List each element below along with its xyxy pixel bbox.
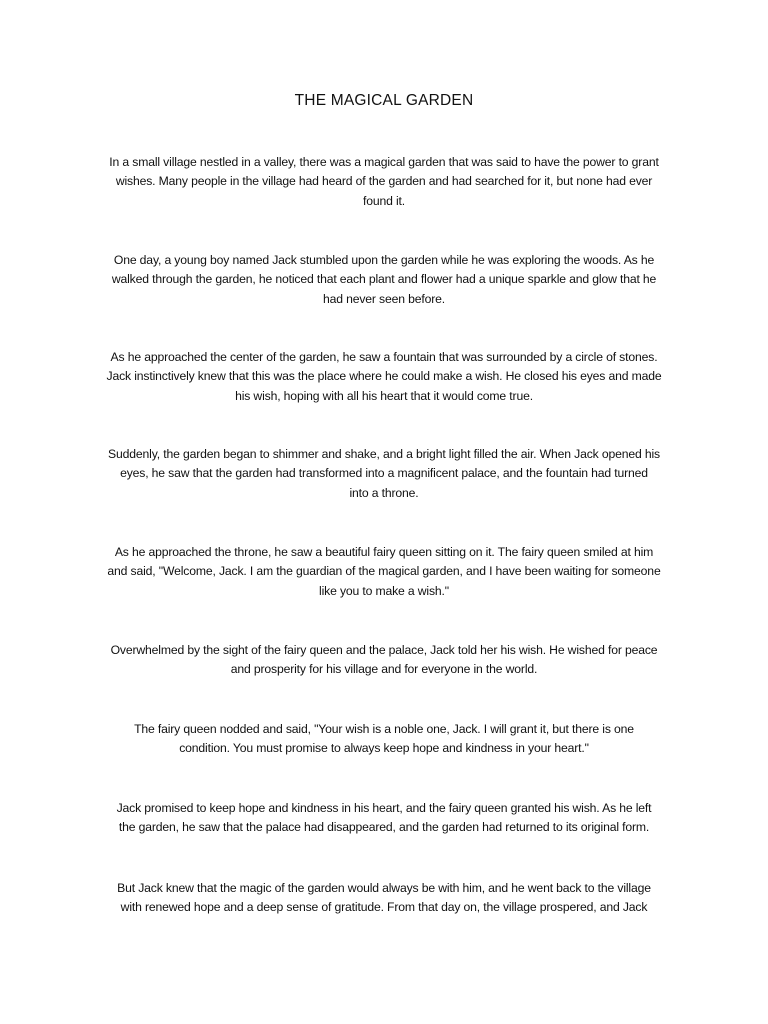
paragraph-line: his wish, hoping with all his heart that it would come true. [235,388,533,403]
paragraph-line: The fairy queen nodded and said, "Your wish is a noble one, Jack. I will grant it, but there is one [134,722,634,736]
paragraph-line: condition. You must promise to always keep hope and kindness in your heart." [179,741,589,756]
paragraph-1 [88,153,680,211]
paragraph-2 [88,251,680,309]
paragraph-line: like you to make a wish." [319,583,449,598]
paragraph-line: But Jack knew that the magic of the garden would always be with him, and he went back to the village [117,881,651,895]
paragraph-line: eyes, he saw that the garden had transformed into a magnificent palace, and the fountain had turned [120,466,648,481]
paragraph-6 [88,641,680,680]
paragraph-line: walked through the garden, he noticed that each plant and flower had a unique sparkle and glow that he [111,272,657,287]
paragraph-line: As he approached the throne, he saw a beautiful fairy queen sitting on it. The fairy queen smiled at him [114,545,654,559]
paragraph-line: In a small village nestled in a valley, there was a magical garden that was said to have the power to grant [109,155,659,169]
paragraph-line: into a throne. [349,485,419,500]
paragraph-line: and said, "Welcome, Jack. I am the guardian of the magical garden, and I have been waiting for someone [107,564,661,579]
paragraph-9 [88,879,680,918]
paragraph-4 [88,445,680,503]
paragraph-line: Overwhelmed by the sight of the fairy queen and the palace, Jack told her his wish. He wished for peace [110,643,658,657]
paragraph-7 [88,720,680,759]
paragraph-8 [88,799,680,838]
paragraph-line: Jack promised to keep hope and kindness in his heart, and the fairy queen granted his wish. As he left [116,801,652,815]
paragraph-line: with renewed hope and a deep sense of gratitude. From that day on, the village prospered, and Jack [120,900,648,915]
document-title: THE MAGICAL GARDEN [294,92,474,109]
paragraph-line: One day, a young boy named Jack stumbled upon the garden while he was exploring the woods. As he [113,253,655,267]
paragraph-line: As he approached the center of the garden, he saw a fountain that was surrounded by a circle of stones. [110,350,658,364]
paragraph-3 [88,348,680,406]
paragraph-line: the garden, he saw that the palace had disappeared, and the garden had returned to its original form. [118,820,650,835]
paragraph-line: found it. [362,193,405,208]
paragraph-5 [88,543,680,601]
paragraph-line: wishes. Many people in the village had heard of the garden and had searched for it, but none had ever [115,174,653,189]
paragraph-line: Jack instinctively knew that this was the place where he could make a wish. He closed his eyes and made [106,369,662,384]
paragraph-line: Suddenly, the garden began to shimmer and shake, and a bright light filled the air. When Jack opened his [108,447,660,461]
paragraph-line: had never seen before. [322,291,446,306]
paragraph-line: and prosperity for his village and for everyone in the world. [230,662,538,677]
